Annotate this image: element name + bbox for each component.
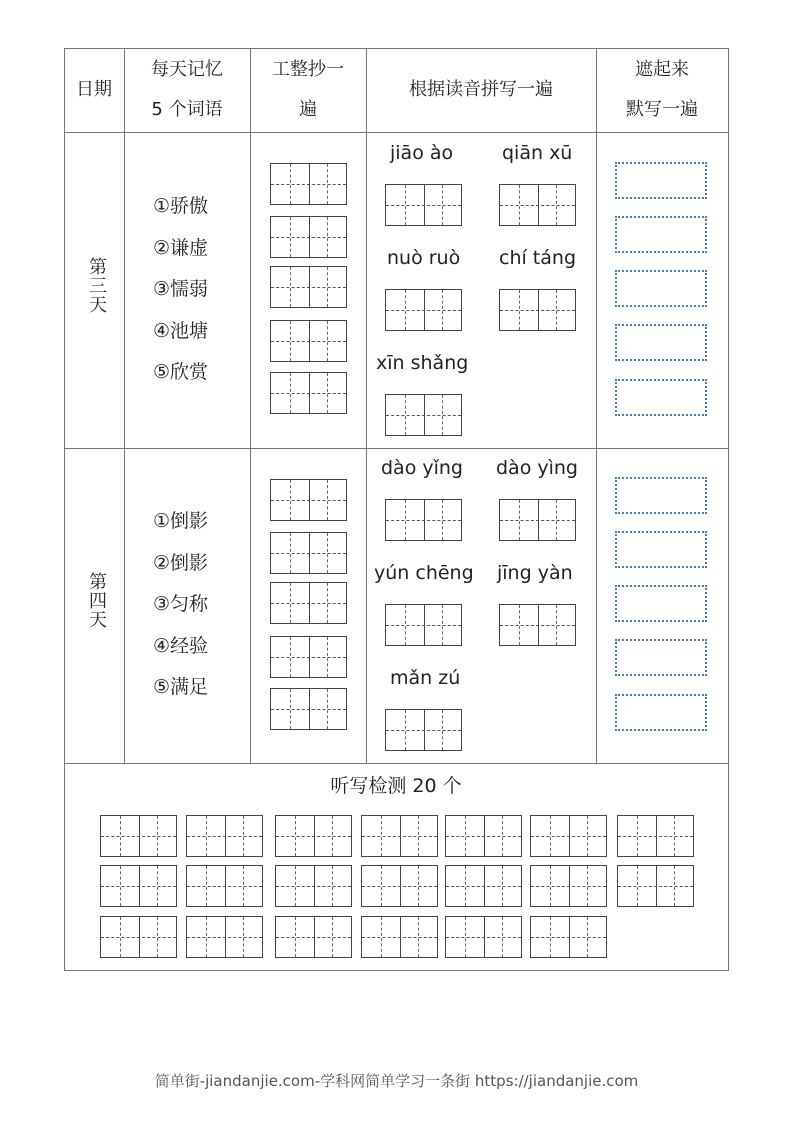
writing-grid-box[interactable] — [385, 184, 462, 226]
writing-grid-box[interactable] — [385, 604, 462, 646]
pinyin-prompt: qiān xū — [502, 142, 573, 164]
header-memorize-line2: 5 个词语 — [151, 99, 223, 120]
writing-grid-box[interactable] — [270, 582, 347, 624]
pinyin-prompt: dào yìng — [496, 457, 578, 479]
writing-grid-box[interactable] — [385, 499, 462, 541]
dictation-grid-box[interactable] — [445, 916, 522, 958]
page-footer: 简单街-jiandanjie.com-学科网简单学习一条街 https://jiandanjie.com — [154, 1072, 639, 1090]
pinyin-prompt: jīng yàn — [497, 562, 573, 584]
word-item: ②倒影 — [153, 551, 209, 574]
day-label: 第三天 — [86, 257, 107, 314]
dictation-answer-box[interactable] — [615, 531, 707, 568]
pinyin-prompt: mǎn zú — [390, 667, 461, 689]
dictation-answer-box[interactable] — [615, 216, 707, 253]
col-divider — [124, 48, 125, 764]
word-item: ④经验 — [153, 634, 209, 657]
col-divider — [596, 48, 597, 764]
dictation-answer-box[interactable] — [615, 477, 707, 514]
writing-grid-box[interactable] — [270, 479, 347, 521]
dictation-grid-box[interactable] — [100, 815, 177, 857]
dictation-grid-box[interactable] — [361, 865, 438, 907]
dictation-grid-box[interactable] — [530, 865, 607, 907]
word-item: ③匀称 — [153, 593, 209, 615]
writing-grid-box[interactable] — [499, 604, 576, 646]
dictation-grid-box[interactable] — [100, 916, 177, 958]
pinyin-prompt: dào yǐng — [381, 457, 463, 479]
dictation-answer-box[interactable] — [615, 639, 707, 676]
dictation-grid-box[interactable] — [530, 916, 607, 958]
dictation-grid-box[interactable] — [275, 865, 352, 907]
table-border-bottom — [64, 970, 729, 971]
header-memorize-line1: 每天记忆 — [151, 59, 223, 80]
table-border-right — [728, 48, 729, 971]
dictation-grid-box[interactable] — [445, 865, 522, 907]
dictation-grid-box[interactable] — [617, 815, 694, 857]
writing-grid-box[interactable] — [499, 184, 576, 226]
dictation-grid-box[interactable] — [186, 916, 263, 958]
day-label: 第四天 — [86, 572, 107, 629]
writing-grid-box[interactable] — [270, 216, 347, 258]
dictation-grid-box[interactable] — [361, 815, 438, 857]
row-divider — [64, 763, 729, 764]
dictation-title: 听写检测 20 个 — [330, 775, 462, 797]
row-divider — [64, 448, 729, 449]
word-item: ④池塘 — [153, 319, 209, 342]
word-item: ①骄傲 — [153, 195, 209, 217]
dictation-answer-box[interactable] — [615, 585, 707, 622]
dictation-grid-box[interactable] — [186, 865, 263, 907]
pinyin-prompt: yún chēng — [374, 562, 474, 584]
writing-grid-box[interactable] — [385, 289, 462, 331]
dictation-answer-box[interactable] — [615, 324, 707, 361]
writing-grid-box[interactable] — [270, 688, 347, 730]
dictation-grid-box[interactable] — [445, 815, 522, 857]
col-divider — [250, 48, 251, 764]
dictation-grid-box[interactable] — [186, 815, 263, 857]
dictation-grid-box[interactable] — [361, 916, 438, 958]
writing-grid-box[interactable] — [499, 499, 576, 541]
word-item: ③懦弱 — [153, 278, 209, 300]
pinyin-prompt: jiāo ào — [390, 142, 454, 164]
pinyin-prompt: nuò ruò — [387, 247, 461, 269]
dictation-grid-box[interactable] — [275, 916, 352, 958]
writing-grid-box[interactable] — [270, 266, 347, 308]
pinyin-prompt: chí táng — [499, 247, 577, 269]
header-pinyin-write-label: 根据读音拼写一遍 — [409, 79, 553, 100]
header-cover-line2: 默写一遍 — [626, 99, 698, 120]
writing-grid-box[interactable] — [385, 394, 462, 436]
header-copy-line1: 工整抄一 — [272, 59, 344, 80]
dictation-grid-box[interactable] — [275, 815, 352, 857]
writing-grid-box[interactable] — [385, 709, 462, 751]
word-list — [153, 186, 208, 394]
writing-grid-box[interactable] — [270, 320, 347, 362]
header-memorize — [124, 48, 250, 132]
col-divider — [366, 48, 367, 764]
dictation-grid-box[interactable] — [617, 865, 694, 907]
header-cover-line1: 遮起来 — [635, 59, 689, 80]
word-item: ⑤满足 — [153, 676, 209, 698]
header-copy — [250, 48, 366, 132]
header-copy-line2: 遍 — [299, 99, 317, 120]
writing-grid-box[interactable] — [270, 372, 347, 414]
writing-grid-box[interactable] — [270, 636, 347, 678]
word-item: ①倒影 — [153, 510, 209, 532]
writing-grid-box[interactable] — [499, 289, 576, 331]
dictation-grid-box[interactable] — [100, 865, 177, 907]
word-list — [153, 501, 208, 709]
dictation-answer-box[interactable] — [615, 270, 707, 307]
header-date-label: 日期 — [76, 79, 112, 100]
writing-grid-box[interactable] — [270, 163, 347, 205]
row-divider — [64, 132, 729, 133]
dictation-answer-box[interactable] — [615, 694, 707, 731]
header-pinyin-write — [366, 48, 596, 132]
pinyin-prompt: xīn shǎng — [376, 352, 469, 374]
dictation-grid-box[interactable] — [530, 815, 607, 857]
dictation-answer-box[interactable] — [615, 379, 707, 416]
writing-grid-box[interactable] — [270, 532, 347, 574]
header-date — [64, 48, 124, 132]
dictation-answer-box[interactable] — [615, 162, 707, 199]
word-item: ⑤欣赏 — [153, 361, 209, 383]
word-item: ②谦虚 — [153, 236, 209, 259]
header-cover-write — [596, 48, 728, 132]
table-border-left — [64, 48, 65, 971]
